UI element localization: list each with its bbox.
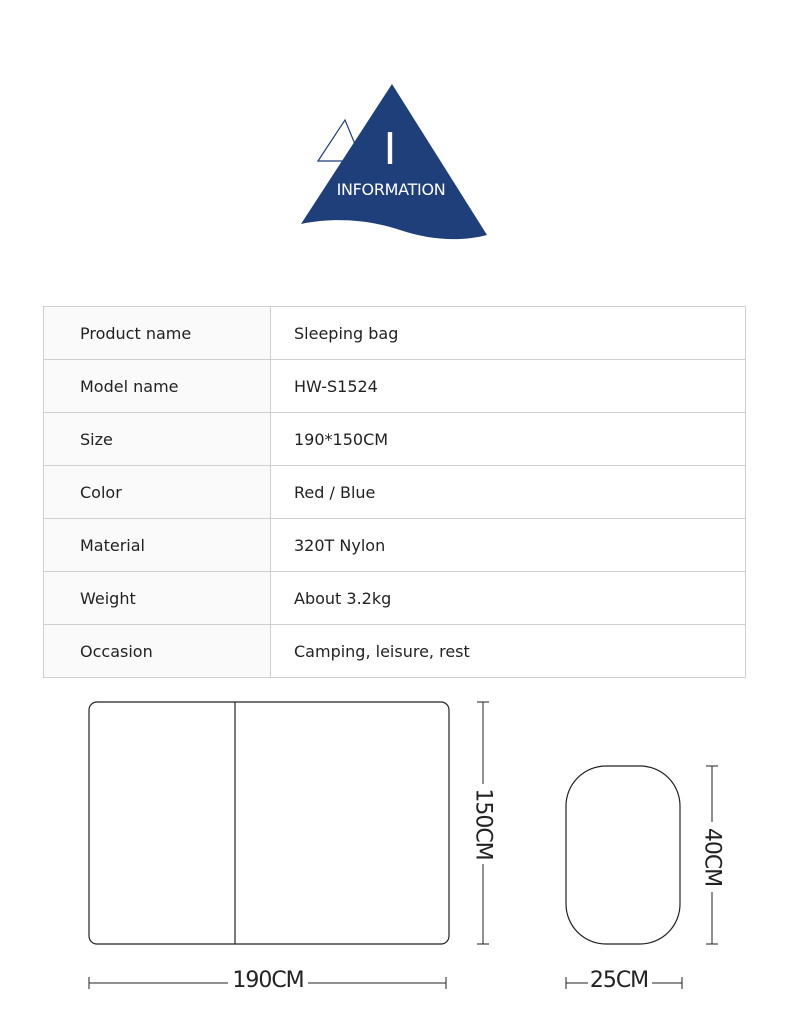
spec-value: Red / Blue [271,466,746,519]
table-row [44,572,746,625]
open-width-label: 190CM [232,968,304,993]
packed-height-label: 40CM [699,827,725,887]
table-row [44,466,746,519]
spec-label: Occasion [44,625,271,678]
packed-bag-outline [566,766,680,944]
dimension-diagram [0,690,790,1010]
spec-label: Size [44,413,271,466]
spec-value: HW-S1524 [271,360,746,413]
spec-value: 190*150CM [271,413,746,466]
spec-label: Color [44,466,271,519]
logo-title: INFORMATION [336,180,446,199]
packed-width-label: 25CM [589,968,649,993]
spec-table [43,306,746,678]
spec-label: Material [44,519,271,572]
spec-value: Sleeping bag [271,307,746,360]
table-row [44,413,746,466]
logo-letter: I [383,124,397,175]
spec-label: Product name [44,307,271,360]
open-height-label: 150CM [470,788,496,860]
spec-label: Weight [44,572,271,625]
spec-value: 320T Nylon [271,519,746,572]
table-row [44,625,746,678]
spec-label: Model name [44,360,271,413]
table-row [44,519,746,572]
information-logo [0,0,790,260]
spec-value: Camping, leisure, rest [271,625,746,678]
spec-value: About 3.2kg [271,572,746,625]
open-bag-outline [89,702,449,944]
table-row [44,360,746,413]
table-row [44,307,746,360]
